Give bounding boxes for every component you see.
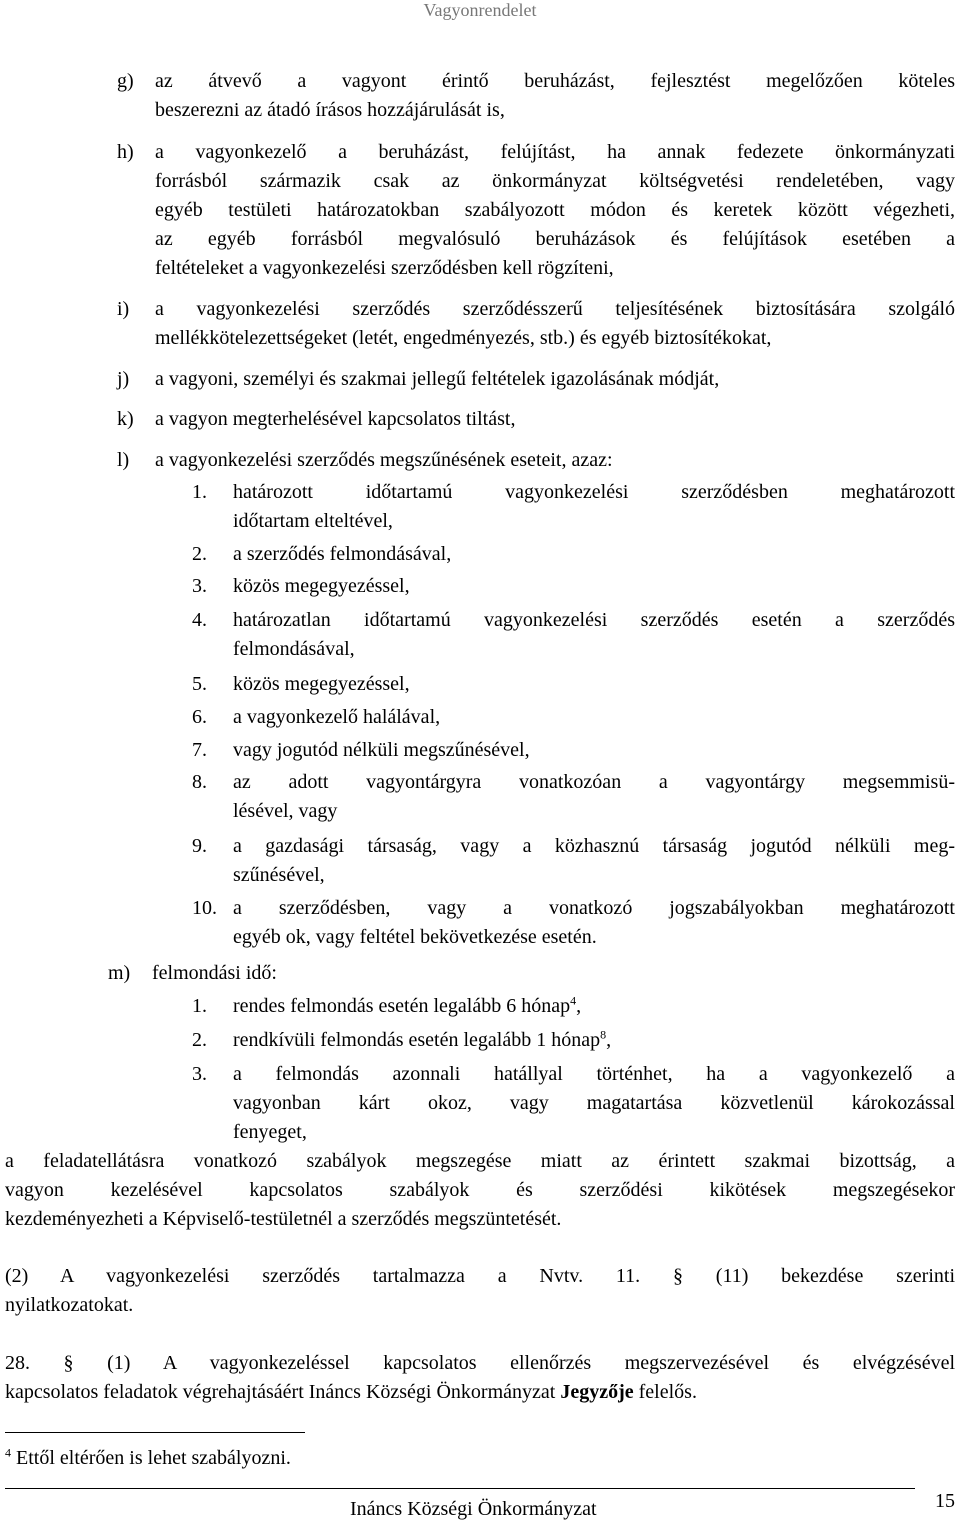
l-sub-7-text: vagy jogutód nélküli megszűnésével, bbox=[233, 739, 530, 761]
paragraph-2-line1: (2) A vagyonkezelési szerződés tartalmazza a Nvtv. 11. § (11) bekezdése szerinti bbox=[5, 1265, 955, 1287]
item-h-marker: h) bbox=[117, 141, 134, 163]
l-sub-10-number: 10. bbox=[192, 897, 217, 919]
section-28-line2-text: kapcsolatos feladatok végrehajtásáért Ináncs Községi Önkormányzat bbox=[5, 1381, 561, 1403]
footnote-text: Ettől eltérően is lehet szabályozni. bbox=[16, 1447, 291, 1469]
breach-paragraph-line1: a feladatellátásra vonatkozó szabályok megszegése miatt az érintett szakmai bizottság, a bbox=[5, 1150, 955, 1172]
section-28-line2-end: felelős. bbox=[633, 1381, 697, 1403]
item-j-marker: j) bbox=[117, 368, 130, 390]
l-sub-6-text: a vagyonkezelő halálával, bbox=[233, 706, 441, 728]
footnote-ref-4[interactable]: 4 bbox=[570, 993, 577, 1008]
l-sub-10-line2: egyéb ok, vagy feltétel bekövetkezése esetén. bbox=[233, 926, 597, 948]
breach-paragraph-line2: vagyon kezelésével kapcsolatos szabályok és szerződési kikötések megszegésekor bbox=[5, 1179, 955, 1201]
l-sub-1-number: 1. bbox=[192, 481, 207, 503]
section-28-line1: 28. § (1) A vagyonkezeléssel kapcsolatos ellenőrzés megszervezésével és elvégzésével bbox=[5, 1352, 955, 1374]
breach-paragraph-line3: kezdeményezheti a Képviselő-testületnél a szerződés megszüntetését. bbox=[5, 1208, 562, 1230]
l-sub-8-line1: az adott vagyontárgyra vonatkozóan a vagyontárgy megsemmisü- bbox=[233, 771, 955, 793]
m-sub-2-line bbox=[233, 1026, 955, 1055]
item-l-text: a vagyonkezelési szerződés megszűnésének eseteit, azaz: bbox=[155, 449, 613, 471]
page-number: 15 bbox=[935, 1490, 955, 1512]
l-sub-3-number: 3. bbox=[192, 575, 207, 597]
l-sub-7-number: 7. bbox=[192, 739, 207, 761]
m-sub-1-text: rendes felmondás esetén legalább 6 hónap bbox=[233, 995, 571, 1017]
footnote-separator bbox=[5, 1432, 305, 1433]
item-m-marker: m) bbox=[108, 962, 131, 984]
item-h-line4: az egyéb forrásból megvalósuló beruházások és felújítások esetében a bbox=[155, 228, 955, 250]
footer-rule bbox=[5, 1488, 915, 1489]
l-sub-3-text: közös megegyezéssel, bbox=[233, 575, 410, 597]
footer-title: Ináncs Községi Önkormányzat bbox=[350, 1498, 597, 1520]
l-sub-9-line1: a gazdasági társaság, vagy a közhasznú társaság jogutód nélküli meg- bbox=[233, 835, 955, 857]
m-sub-2-text: rendkívüli felmondás esetén legalább 1 hónap bbox=[233, 1029, 601, 1051]
m-sub-3-line2: vagyonban kárt okoz, vagy magatartása közvetlenül károkozással bbox=[233, 1092, 955, 1114]
m-sub-2-after: , bbox=[606, 1029, 612, 1051]
section-28-line2 bbox=[5, 1378, 955, 1407]
item-k-text: a vagyon megterhelésével kapcsolatos tiltást, bbox=[155, 408, 516, 430]
item-g-line1: az átvevő a vagyont érintő beruházást, fejlesztést megelőzően köteles bbox=[155, 70, 955, 92]
l-sub-4-line1: határozatlan időtartamú vagyonkezelési szerződés esetén a szerződés bbox=[233, 609, 955, 631]
item-k-marker: k) bbox=[117, 408, 134, 430]
footnote-number: 4 bbox=[5, 1445, 11, 1460]
item-i-line2: mellékkötelezettségeket (letét, engedményezés, stb.) és egyéb biztosítékokat, bbox=[155, 327, 772, 349]
item-g-marker: g) bbox=[117, 70, 134, 92]
running-header: Vagyonrendelet bbox=[423, 0, 537, 20]
footnote bbox=[5, 1444, 805, 1473]
m-sub-1-line bbox=[233, 992, 955, 1021]
item-j-text: a vagyoni, személyi és szakmai jellegű feltételek igazolásának módját, bbox=[155, 368, 720, 390]
item-i-marker: i) bbox=[117, 298, 130, 320]
l-sub-8-line2: lésével, vagy bbox=[233, 800, 338, 822]
l-sub-8-number: 8. bbox=[192, 771, 207, 793]
l-sub-5-number: 5. bbox=[192, 673, 207, 695]
m-sub-3-line1: a felmondás azonnali hatállyal történhet, ha a vagyonkezelő a bbox=[233, 1063, 955, 1085]
item-h-line1: a vagyonkezelő a beruházást, felújítást, ha annak fedezete önkormányzati bbox=[155, 141, 955, 163]
l-sub-9-number: 9. bbox=[192, 835, 207, 857]
l-sub-10-line1: a szerződésben, vagy a vonatkozó jogszabályokban meghatározott bbox=[233, 897, 955, 919]
l-sub-4-number: 4. bbox=[192, 609, 207, 631]
m-sub-3-line3: fenyeget, bbox=[233, 1121, 307, 1143]
l-sub-2-text: a szerződés felmondásával, bbox=[233, 543, 452, 565]
section-28-responsible: Jegyzője bbox=[560, 1381, 634, 1403]
m-sub-2-number: 2. bbox=[192, 1029, 207, 1051]
m-sub-1-after: , bbox=[576, 995, 582, 1017]
m-sub-3-number: 3. bbox=[192, 1063, 207, 1085]
l-sub-4-line2: felmondásával, bbox=[233, 638, 355, 660]
m-sub-1-number: 1. bbox=[192, 995, 207, 1017]
item-l-marker: l) bbox=[117, 449, 130, 471]
l-sub-9-line2: szűnésével, bbox=[233, 864, 325, 886]
l-sub-2-number: 2. bbox=[192, 543, 207, 565]
footnote-ref-8[interactable]: 8 bbox=[600, 1027, 607, 1042]
item-h-line3: egyéb testületi határozatokban szabályozott módon és keretek között végezheti, bbox=[155, 199, 955, 221]
item-h-line5: feltételeket a vagyonkezelési szerződésben kell rögzíteni, bbox=[155, 257, 614, 279]
l-sub-5-text: közös megegyezéssel, bbox=[233, 673, 410, 695]
l-sub-1-line1: határozott időtartamú vagyonkezelési szerződésben meghatározott bbox=[233, 481, 955, 503]
item-i-line1: a vagyonkezelési szerződés szerződésszerű teljesítésének biztosítására szolgáló bbox=[155, 298, 955, 320]
item-h-line2: forrásból származik csak az önkormányzat költségvetési rendeletében, vagy bbox=[155, 170, 955, 192]
paragraph-2-line2: nyilatkozatokat. bbox=[5, 1294, 134, 1316]
l-sub-6-number: 6. bbox=[192, 706, 207, 728]
item-m-text: felmondási idő: bbox=[152, 962, 277, 984]
l-sub-1-line2: időtartam elteltével, bbox=[233, 510, 393, 532]
item-g-line2: beszerezni az átadó írásos hozzájárulását is, bbox=[155, 99, 505, 121]
